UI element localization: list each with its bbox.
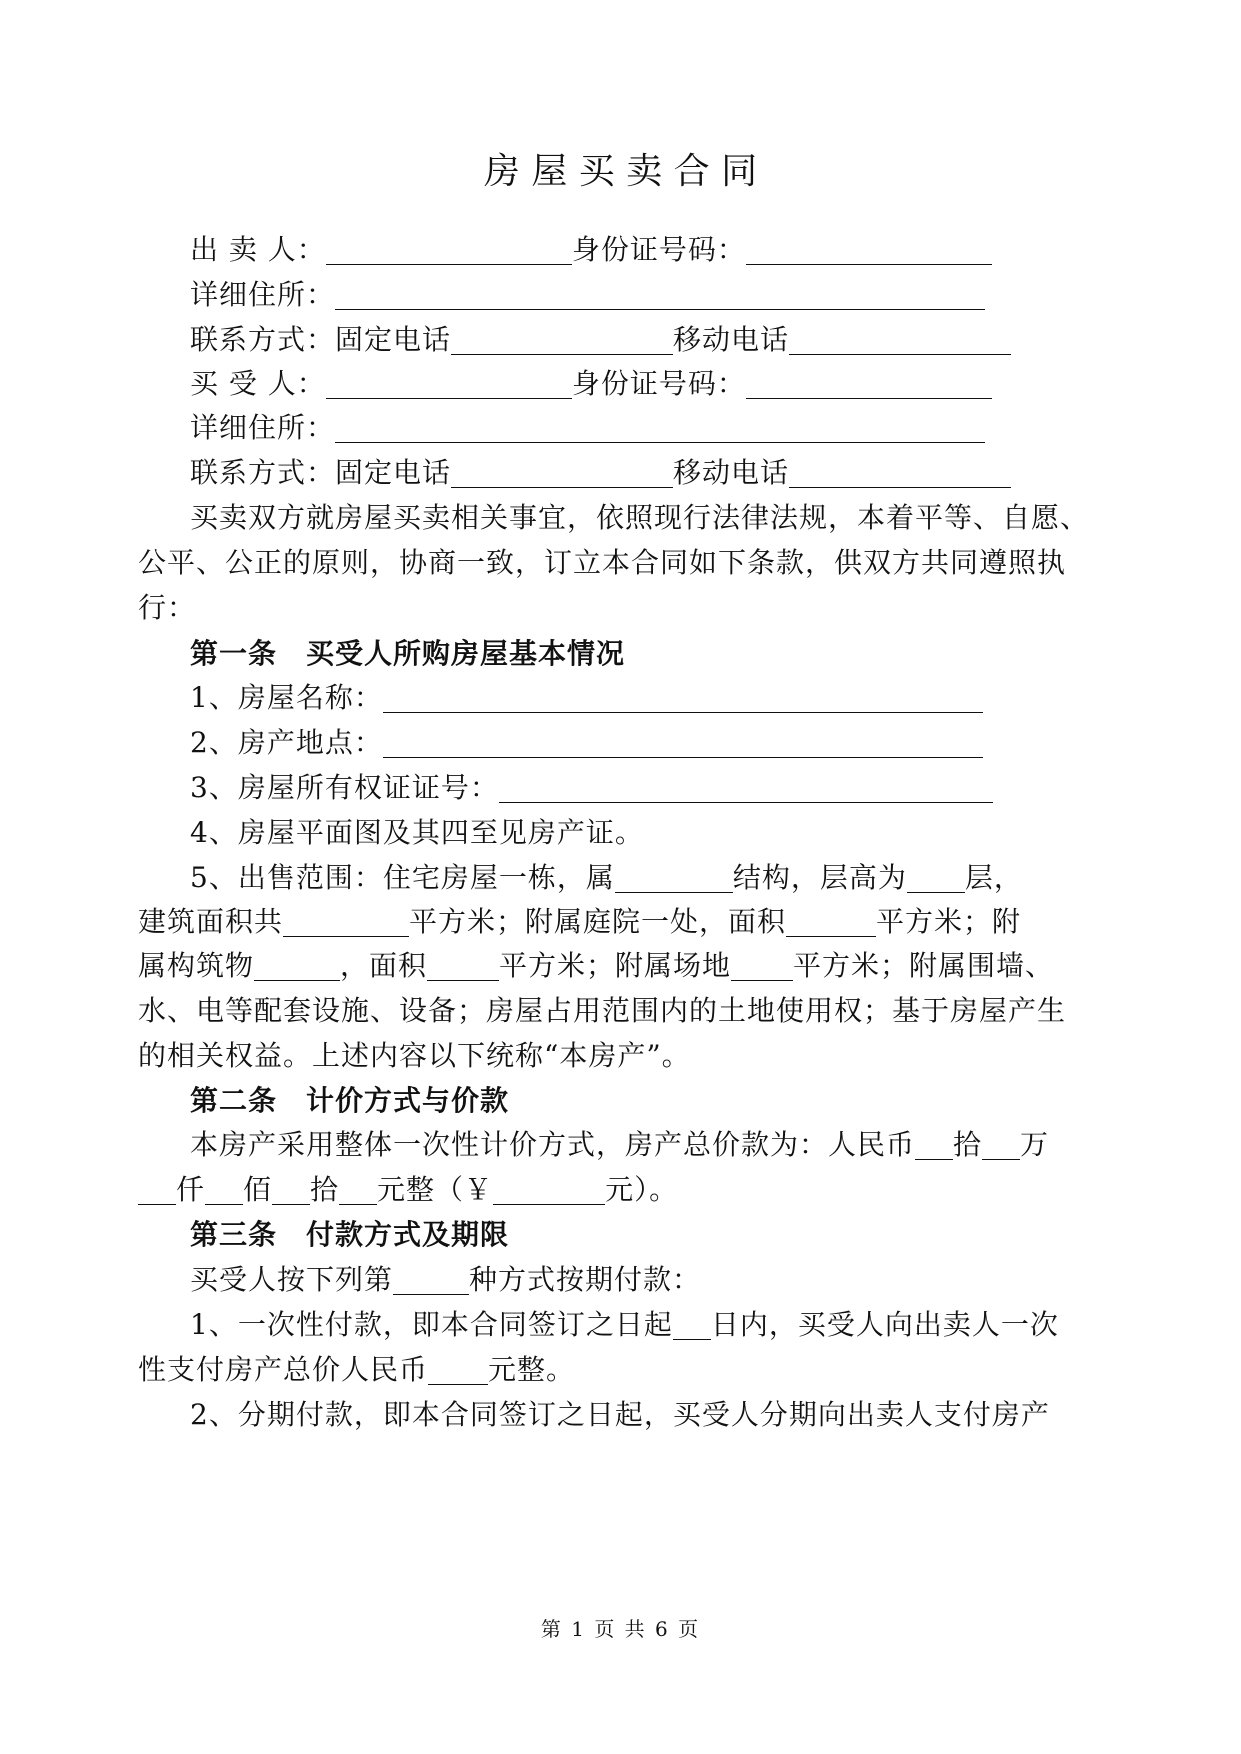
floors-blank[interactable]	[907, 862, 965, 893]
seller-mobile-blank[interactable]	[789, 324, 1011, 355]
scope-text: 平方米；附属围墙、	[793, 949, 1055, 982]
seller-address-label: 详细住所：	[190, 278, 336, 311]
article-1-item-1	[190, 680, 983, 716]
price-text: 佰	[243, 1173, 273, 1206]
payment-text: 性支付房产总价人民币	[138, 1353, 429, 1386]
buyer-name-line	[190, 366, 992, 402]
article-1-item-5-line-1	[190, 860, 1023, 896]
structures-area-blank[interactable]	[427, 950, 499, 981]
payment-text: 1、一次性付款，即本合同签订之日起	[190, 1308, 673, 1341]
preamble-line-3: 行：	[138, 591, 197, 624]
article-3-option-1-line-2	[138, 1352, 575, 1388]
buyer-label: 买 受 人：	[190, 367, 326, 400]
buyer-phone-blank[interactable]	[451, 457, 673, 488]
payment-amount-blank[interactable]	[428, 1354, 488, 1385]
buyer-address-label: 详细住所：	[190, 411, 336, 444]
price-thousand-blank[interactable]	[138, 1174, 176, 1205]
price-hundred-blank[interactable]	[205, 1174, 243, 1205]
scope-text: 平方米；附属场地	[499, 949, 732, 982]
seller-name-blank[interactable]	[326, 234, 572, 265]
seller-address-blank[interactable]	[335, 279, 985, 310]
scope-text: 5、出售范围：住宅房屋一栋，属	[190, 861, 615, 894]
article-2-heading: 第二条 计价方式与价款	[190, 1084, 510, 1117]
price-text: 拾	[310, 1173, 340, 1206]
article-1-item-2	[190, 725, 983, 761]
buyer-id-blank[interactable]	[746, 368, 992, 399]
building-area-blank[interactable]	[283, 906, 409, 937]
price-hundred-thousand-blank[interactable]	[915, 1129, 953, 1160]
seller-id-blank[interactable]	[746, 234, 992, 265]
payment-text: 买受人按下列第	[190, 1263, 394, 1296]
page-footer: 第 1 页 共 6 页	[540, 1617, 701, 1641]
article-3-option-2-line-1: 2、分期付款，即本合同签订之日起，买受人分期向出卖人支付房产	[190, 1398, 1050, 1431]
price-text: 本房产采用整体一次性计价方式，房产总价款为：人民币	[190, 1128, 916, 1161]
scope-text: 平方米；附	[876, 905, 1022, 938]
price-ten-thousand-blank[interactable]	[982, 1129, 1020, 1160]
payment-days-blank[interactable]	[673, 1309, 711, 1340]
seller-phone-label: 联系方式：固定电话	[190, 323, 452, 356]
property-location-label: 2、房产地点：	[190, 726, 383, 759]
article-3-line-1	[190, 1262, 701, 1298]
house-name-blank[interactable]	[383, 682, 983, 713]
scope-text: 平方米；附属庭院一处，面积	[409, 905, 787, 938]
article-1-item-5-line-3	[138, 948, 1054, 984]
house-name-label: 1、房屋名称：	[190, 681, 383, 714]
certificate-number-blank[interactable]	[499, 772, 993, 803]
article-1-item-5-line-2	[138, 904, 1021, 940]
payment-text: 元整。	[488, 1353, 576, 1386]
price-text: 元）。	[605, 1173, 679, 1206]
seller-mobile-label: 移动电话	[673, 323, 790, 356]
site-area-blank[interactable]	[731, 950, 793, 981]
article-2-line-1	[190, 1127, 1049, 1163]
preamble-line-1: 买卖双方就房屋买卖相关事宜，依照现行法律法规，本着平等、自愿、	[190, 501, 1090, 534]
buyer-id-label: 身份证号码：	[571, 367, 746, 400]
seller-address-line	[190, 277, 985, 313]
article-1-item-3	[190, 770, 993, 806]
seller-phone-blank[interactable]	[451, 324, 673, 355]
payment-text: 日内，买受人向出卖人一次	[710, 1308, 1059, 1341]
scope-text: 属构筑物	[138, 949, 255, 982]
buyer-mobile-label: 移动电话	[673, 456, 790, 489]
property-location-blank[interactable]	[383, 727, 983, 758]
buyer-name-blank[interactable]	[326, 368, 572, 399]
article-3-heading: 第三条 付款方式及期限	[190, 1218, 510, 1251]
price-unit-blank[interactable]	[339, 1174, 377, 1205]
price-ten-blank[interactable]	[272, 1174, 310, 1205]
scope-text: 层，	[964, 861, 1023, 894]
seller-contact-line	[190, 322, 1011, 358]
article-1-item-5-line-4: 水、电等配套设施、设备；房屋占用范围内的土地使用权；基于房屋产生	[138, 994, 1067, 1027]
structure-blank[interactable]	[615, 862, 733, 893]
article-3-option-1-line-1	[190, 1307, 1059, 1343]
price-text: 仟	[176, 1173, 206, 1206]
scope-text: 建筑面积共	[138, 905, 284, 938]
price-amount-blank[interactable]	[493, 1174, 605, 1205]
article-1-item-4: 4、房屋平面图及其四至见房产证。	[190, 816, 644, 849]
article-2-line-2	[138, 1172, 678, 1208]
seller-id-label: 身份证号码：	[571, 233, 746, 266]
buyer-address-blank[interactable]	[335, 412, 985, 443]
price-text: 元整（￥	[377, 1173, 494, 1206]
scope-text: 结构，层高为	[732, 861, 907, 894]
document-title: 房 屋 买 卖 合 同	[483, 151, 758, 192]
article-1-item-5-line-5: 的相关权益。上述内容以下统称“本房产”。	[138, 1039, 691, 1072]
payment-method-blank[interactable]	[393, 1264, 469, 1295]
buyer-address-line	[190, 410, 985, 446]
structures-blank[interactable]	[254, 950, 340, 981]
payment-text: 种方式按期付款：	[469, 1263, 702, 1296]
buyer-contact-line	[190, 455, 1011, 491]
buyer-mobile-blank[interactable]	[789, 457, 1011, 488]
buyer-phone-label: 联系方式：固定电话	[190, 456, 452, 489]
price-text: 万	[1020, 1128, 1050, 1161]
seller-name-line	[190, 232, 992, 268]
certificate-number-label: 3、房屋所有权证证号：	[190, 771, 499, 804]
scope-text: ，面积	[340, 949, 428, 982]
preamble-line-2: 公平、公正的原则，协商一致，订立本合同如下条款，供双方共同遵照执	[138, 546, 1067, 579]
price-text: 拾	[953, 1128, 983, 1161]
courtyard-area-blank[interactable]	[786, 906, 876, 937]
article-1-heading: 第一条 买受人所购房屋基本情况	[190, 637, 626, 670]
seller-label: 出 卖 人：	[190, 233, 326, 266]
